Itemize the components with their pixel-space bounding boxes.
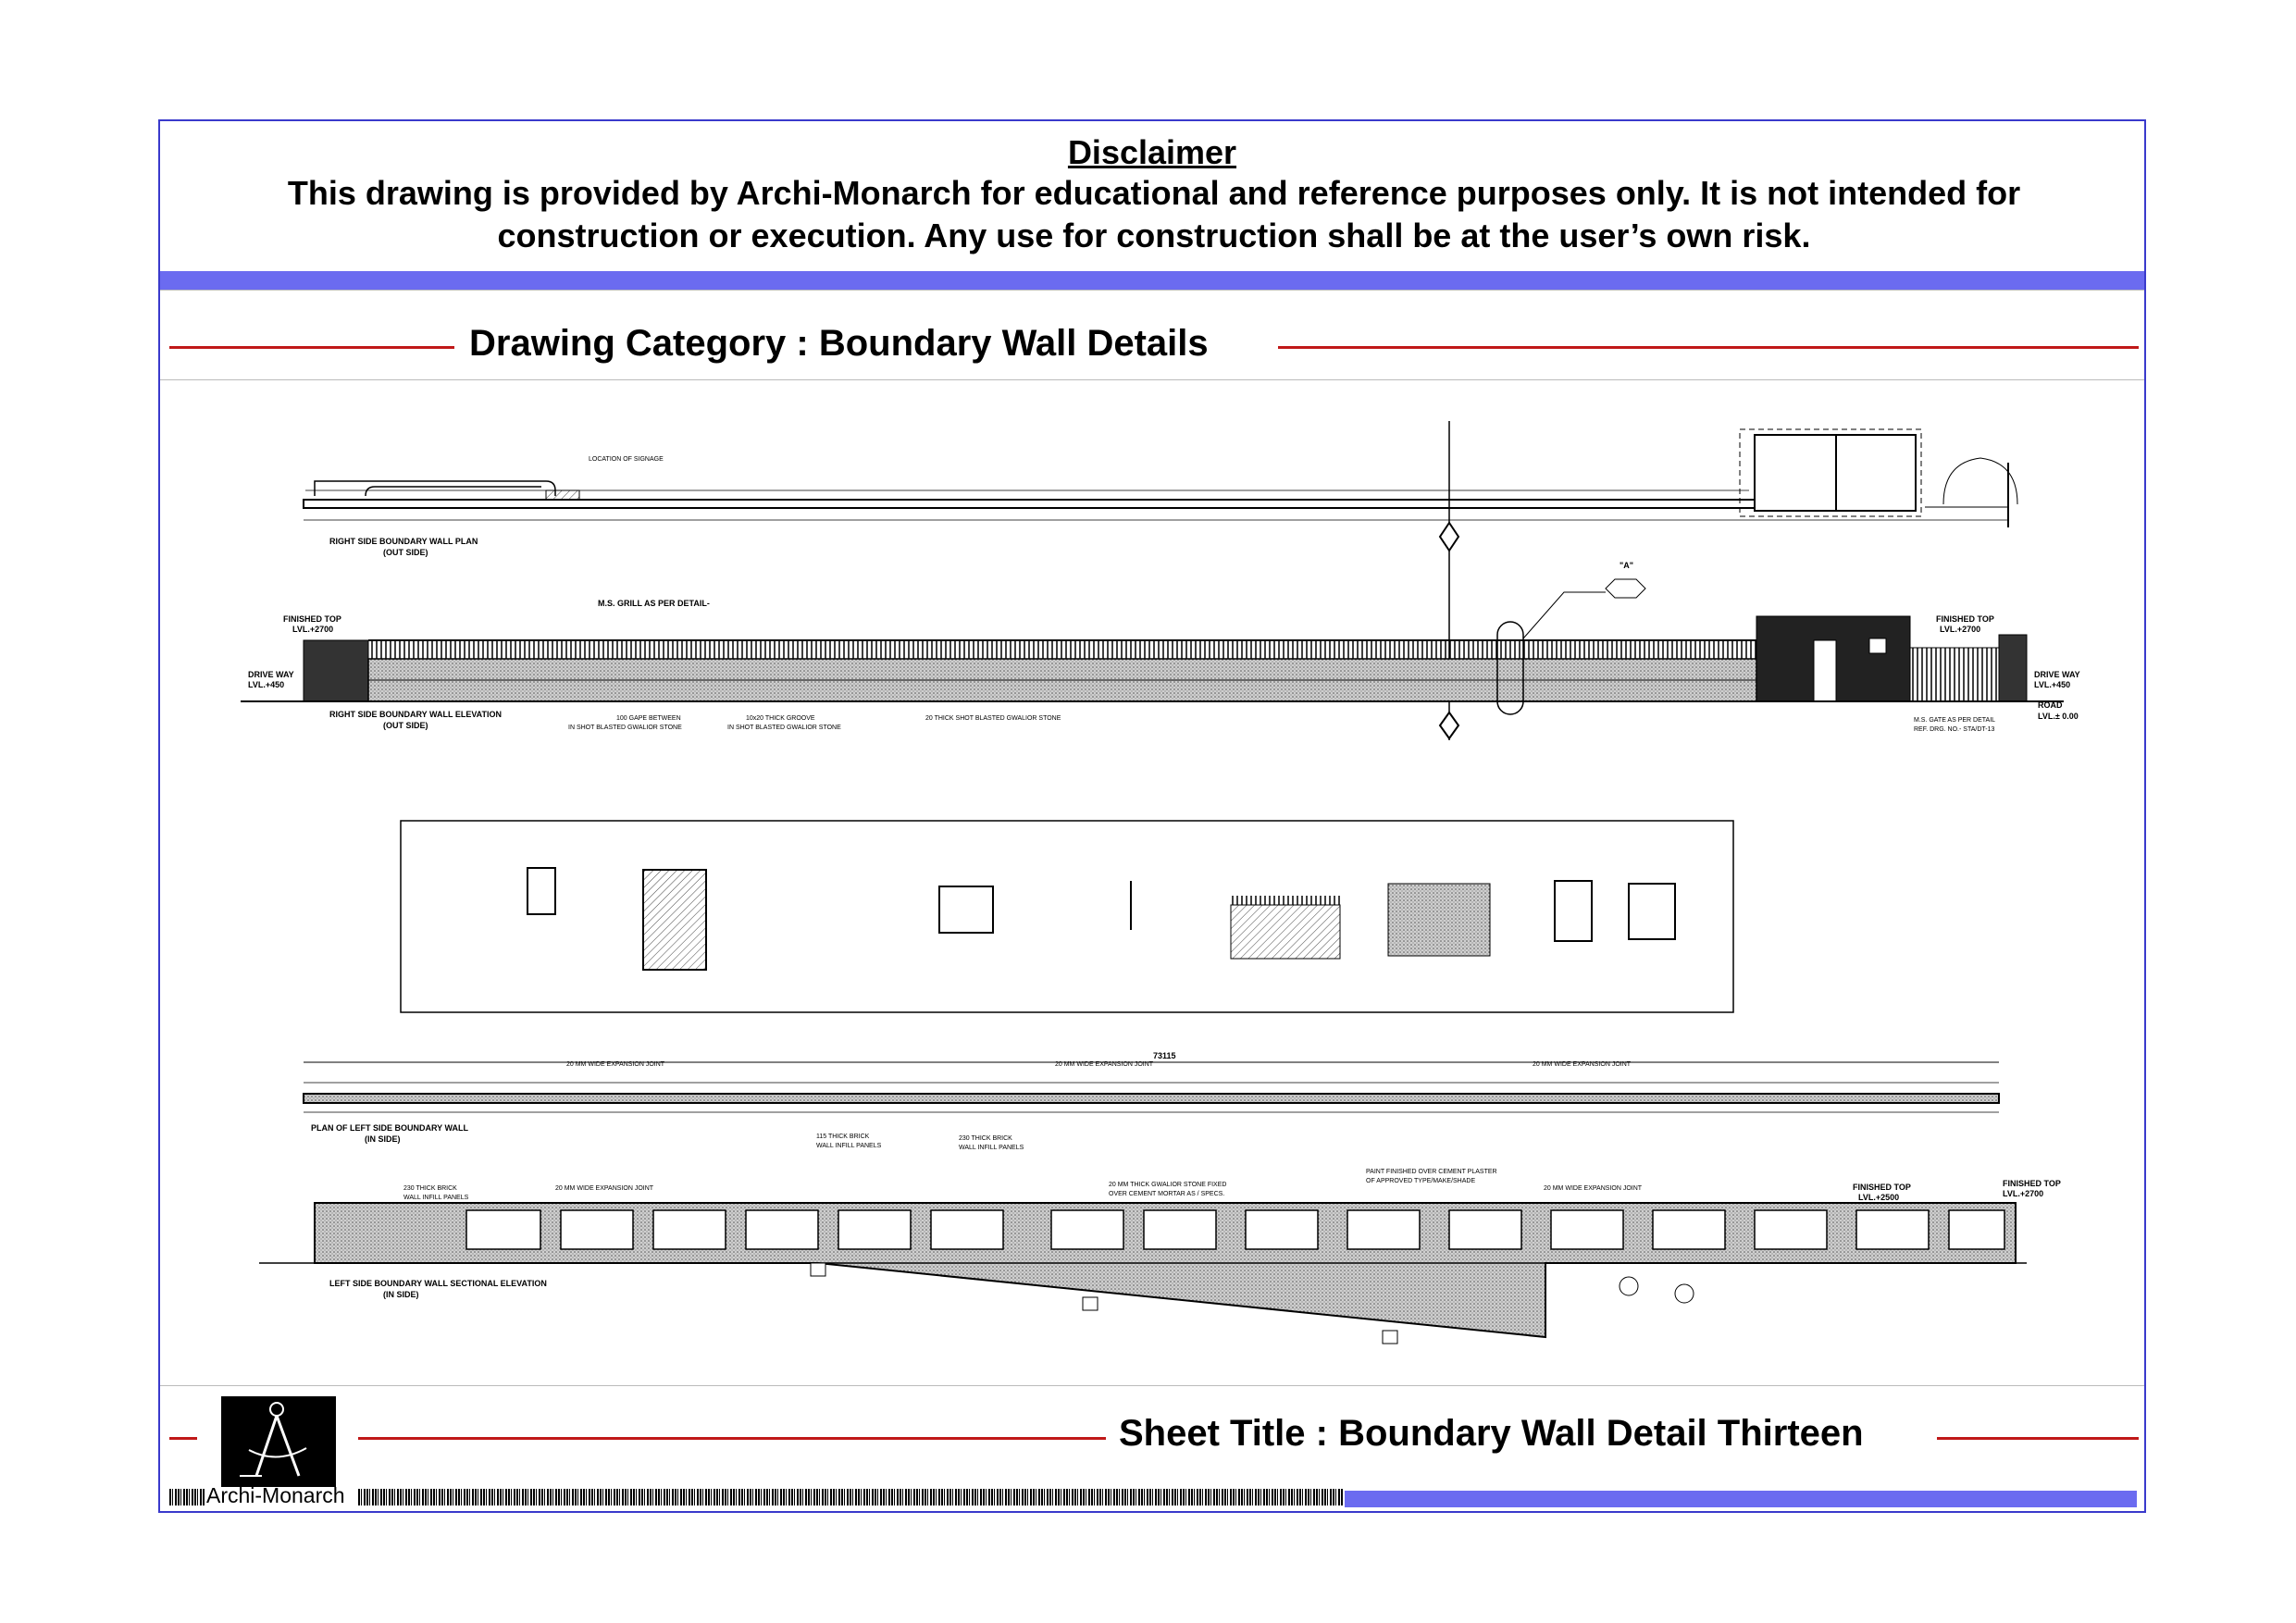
drawing-category-title: Drawing Category : Boundary Wall Details [469, 323, 1209, 364]
label-finished-top-right: FINISHED TOP [1936, 614, 1994, 624]
label-lvl-2700-end: LVL.+2700 [2003, 1189, 2044, 1198]
label-left-plan-sub: (IN SIDE) [365, 1134, 401, 1144]
label-road: ROAD [2038, 700, 2063, 710]
label-paint-sub: OF APPROVED TYPE/MAKE/SHADE [1366, 1178, 1476, 1184]
label-lvl-2500: LVL.+2500 [1858, 1193, 1900, 1202]
label-brick-230-elev-sub: WALL INFILL PANELS [403, 1195, 469, 1201]
label-right-plan: RIGHT SIDE BOUNDARY WALL PLAN [329, 537, 478, 546]
label-brick-115: 115 THICK BRICK [816, 1134, 870, 1140]
label-left-elev-sub: (IN SIDE) [383, 1290, 419, 1299]
label-brick-230: 230 THICK BRICK [959, 1135, 1012, 1142]
label-left-elev: LEFT SIDE BOUNDARY WALL SECTIONAL ELEVATION [329, 1279, 547, 1288]
disclaimer-title: Disclaimer [1067, 133, 1237, 171]
label-groove: 10x20 THICK GROOVE [746, 715, 815, 722]
label-gwalior-fixed-sub: OVER CEMENT MORTAR AS / SPECS. [1109, 1191, 1225, 1197]
label-ms-grill: M.S. GRILL AS PER DETAIL- [598, 599, 710, 608]
left-side-sectional-elevation [259, 1169, 2061, 1344]
label-lvl-000: LVL.± 0.00 [2038, 712, 2079, 721]
label-expansion-joint: 20 MM WIDE EXPANSION JOINT [566, 1061, 665, 1068]
label-finished-top-elev: FINISHED TOP [1853, 1183, 1911, 1192]
label-lvl-2700: LVL.+2700 [292, 625, 334, 634]
right-side-elevation [241, 561, 2080, 738]
label-right-plan-sub: (OUT SIDE) [383, 548, 428, 557]
label-brick-230-elev: 230 THICK BRICK [403, 1185, 457, 1192]
label-drive-way-right: DRIVE WAY [2034, 670, 2080, 679]
label-expansion-joint: 20 MM WIDE EXPANSION JOINT [1055, 1061, 1154, 1068]
label-gap-stone-sub: IN SHOT BLASTED GWALIOR STONE [568, 725, 682, 731]
label-gap-stone: 100 GAPE BETWEEN [616, 715, 681, 722]
label-expansion-joint: 20 MM WIDE EXPANSION JOINT [1533, 1061, 1632, 1068]
label-detail-a: "A" [1620, 561, 1634, 570]
label-right-elev-sub: (OUT SIDE) [383, 721, 428, 730]
label-lvl-450: LVL.+450 [248, 680, 285, 689]
sheet-title: Sheet Title : Boundary Wall Detail Thirteen [1119, 1413, 1864, 1454]
label-location-of-signage: LOCATION OF SIGNAGE [589, 456, 664, 463]
label-shot-blasted: 20 THICK SHOT BLASTED GWALIOR STONE [925, 715, 1061, 722]
label-left-plan: PLAN OF LEFT SIDE BOUNDARY WALL [311, 1123, 468, 1133]
label-brick-230-sub: WALL INFILL PANELS [959, 1145, 1024, 1151]
label-drive-way: DRIVE WAY [248, 670, 294, 679]
label-paint: PAINT FINISHED OVER CEMENT PLASTER [1366, 1169, 1497, 1175]
label-gwalior-fixed: 20 MM THICK GWALIOR STONE FIXED [1109, 1182, 1227, 1188]
label-ms-gate: M.S. GATE AS PER DETAIL [1914, 717, 1996, 724]
logo-wordmark: Archi-Monarch [206, 1483, 345, 1507]
label-lvl-450-right: LVL.+450 [2034, 680, 2071, 689]
label-ref-drg: REF. DRG. NO.- STA/DT-13 [1914, 726, 1995, 733]
label-overall-dimension: 73115 [1153, 1051, 1176, 1060]
label-lvl-2700-right: LVL.+2700 [1940, 625, 1981, 634]
left-side-plan [304, 1051, 1999, 1151]
label-groove-sub: IN SHOT BLASTED GWALIOR STONE [727, 725, 841, 731]
label-finished-top: FINISHED TOP [283, 614, 341, 624]
detail-strip [401, 821, 1733, 1012]
disclaimer-text: This drawing is provided by Archi-Monarch for educational and reference purposes only. It is not intended for construction or execution. Any use for construction shall be at the user’s own risk. [287, 174, 2021, 254]
label-right-elev: RIGHT SIDE BOUNDARY WALL ELEVATION [329, 710, 503, 719]
label-expansion-joint: 20 MM WIDE EXPANSION JOINT [555, 1185, 654, 1192]
label-finished-top-end: FINISHED TOP [2003, 1179, 2061, 1188]
label-brick-115-sub: WALL INFILL PANELS [816, 1143, 882, 1149]
label-expansion-joint: 20 MM WIDE EXPANSION JOINT [1544, 1185, 1643, 1192]
